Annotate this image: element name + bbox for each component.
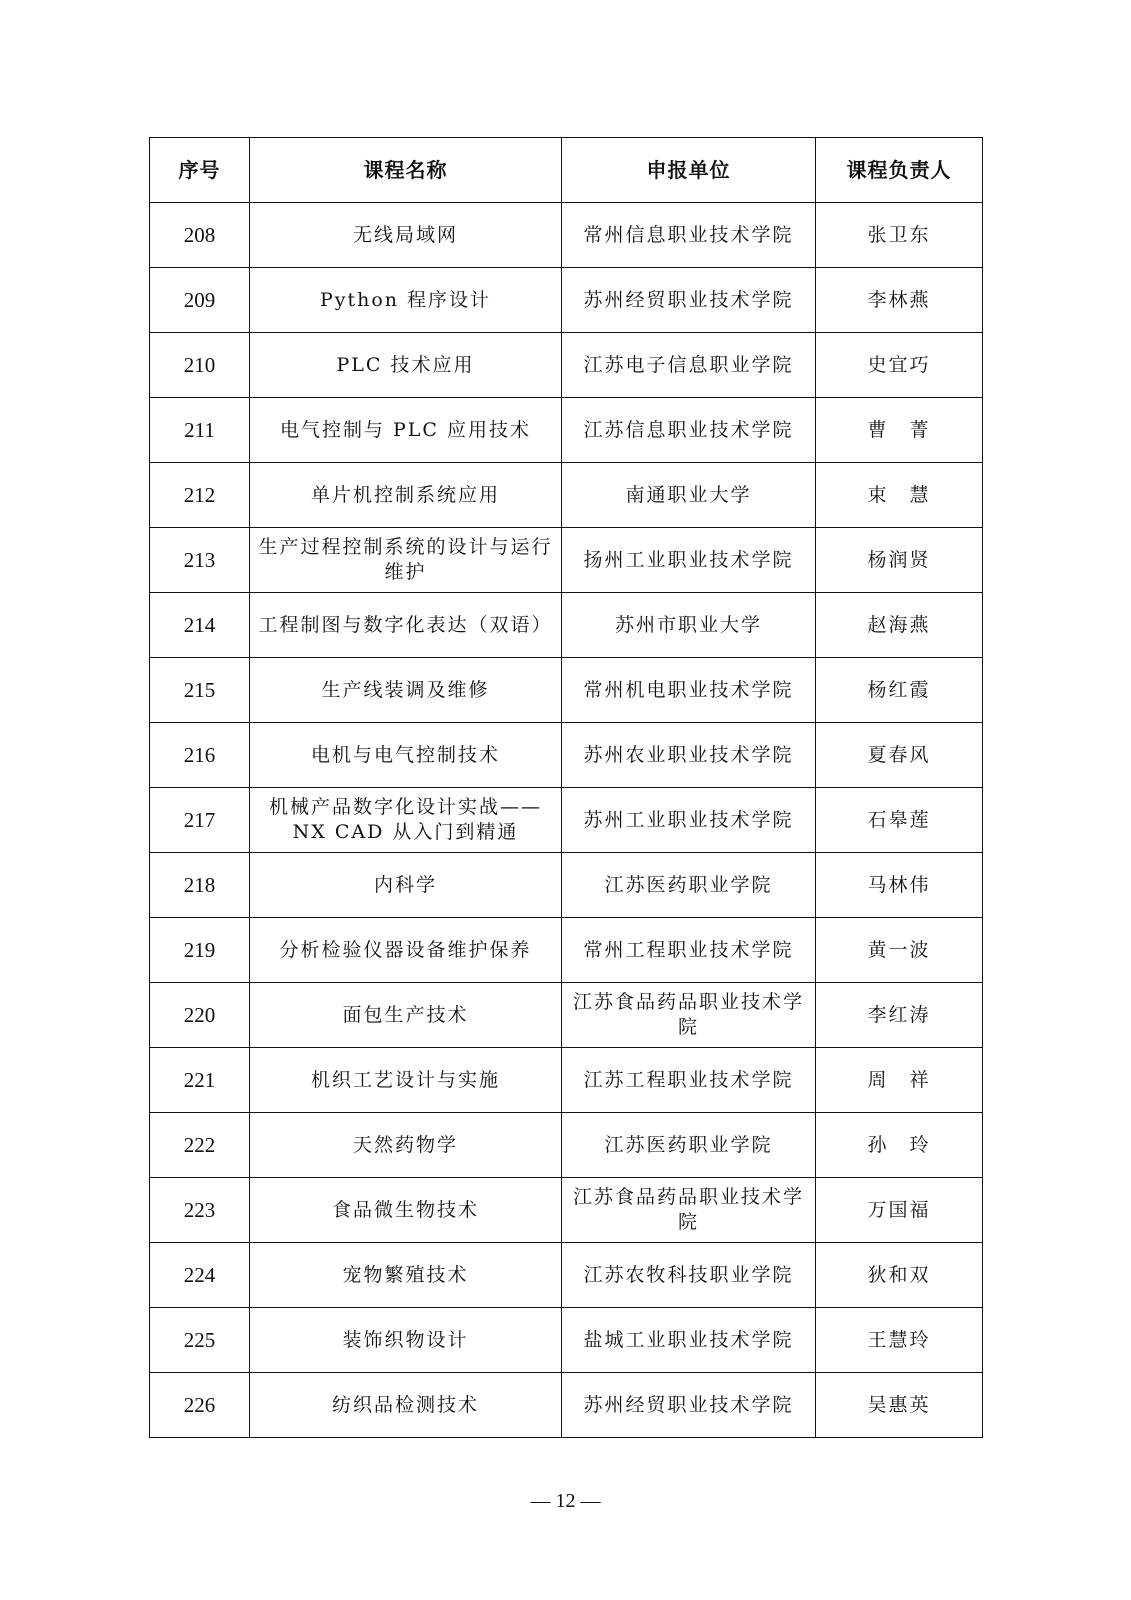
table-row	[150, 1178, 983, 1243]
cell-no: 211	[150, 398, 250, 463]
cell-unit: 盐城工业职业技术学院	[562, 1308, 816, 1373]
cell-lead: 孙 玲	[816, 1113, 983, 1178]
cell-unit: 常州机电职业技术学院	[562, 658, 816, 723]
cell-unit: 南通职业大学	[562, 463, 816, 528]
table-row	[150, 528, 983, 593]
cell-course-name: 分析检验仪器设备维护保养	[250, 918, 562, 983]
cell-unit: 苏州经贸职业技术学院	[562, 268, 816, 333]
table-row	[150, 1373, 983, 1438]
cell-unit: 扬州工业职业技术学院	[562, 528, 816, 593]
cell-lead: 李红涛	[816, 983, 983, 1048]
cell-course-name: 单片机控制系统应用	[250, 463, 562, 528]
cell-course-name: 生产过程控制系统的设计与运行维护	[250, 528, 562, 593]
table-row	[150, 398, 983, 463]
table-row	[150, 658, 983, 723]
cell-unit: 江苏医药职业学院	[562, 853, 816, 918]
cell-course-name: PLC 技术应用	[250, 333, 562, 398]
cell-unit: 江苏医药职业学院	[562, 1113, 816, 1178]
cell-course-name: 机械产品数字化设计实战——NX CAD 从入门到精通	[250, 788, 562, 853]
cell-lead: 狄和双	[816, 1243, 983, 1308]
table-row	[150, 918, 983, 983]
cell-unit: 江苏工程职业技术学院	[562, 1048, 816, 1113]
header-course-name: 课程名称	[250, 138, 562, 203]
cell-no: 224	[150, 1243, 250, 1308]
cell-unit: 常州工程职业技术学院	[562, 918, 816, 983]
cell-lead: 史宜巧	[816, 333, 983, 398]
cell-no: 219	[150, 918, 250, 983]
cell-no: 213	[150, 528, 250, 593]
cell-course-name: 纺织品检测技术	[250, 1373, 562, 1438]
cell-unit: 江苏信息职业技术学院	[562, 398, 816, 463]
cell-unit: 苏州农业职业技术学院	[562, 723, 816, 788]
cell-unit: 江苏电子信息职业学院	[562, 333, 816, 398]
table-row	[150, 1308, 983, 1373]
cell-lead: 曹 菁	[816, 398, 983, 463]
table-row	[150, 1048, 983, 1113]
cell-lead: 万国福	[816, 1178, 983, 1243]
cell-unit: 苏州市职业大学	[562, 593, 816, 658]
cell-no: 208	[150, 203, 250, 268]
cell-course-name: 电气控制与 PLC 应用技术	[250, 398, 562, 463]
cell-no: 215	[150, 658, 250, 723]
cell-no: 220	[150, 983, 250, 1048]
table-row	[150, 1243, 983, 1308]
header-lead: 课程负责人	[816, 138, 983, 203]
header-unit: 申报单位	[562, 138, 816, 203]
cell-course-name: 装饰织物设计	[250, 1308, 562, 1373]
cell-no: 212	[150, 463, 250, 528]
cell-no: 223	[150, 1178, 250, 1243]
cell-lead: 李林燕	[816, 268, 983, 333]
cell-unit: 江苏食品药品职业技术学院	[562, 983, 816, 1048]
cell-no: 216	[150, 723, 250, 788]
cell-no: 210	[150, 333, 250, 398]
cell-lead: 杨红霞	[816, 658, 983, 723]
cell-unit: 江苏食品药品职业技术学院	[562, 1178, 816, 1243]
page-number: — 12 —	[530, 1490, 601, 1512]
cell-unit: 苏州经贸职业技术学院	[562, 1373, 816, 1438]
cell-no: 217	[150, 788, 250, 853]
cell-no: 221	[150, 1048, 250, 1113]
table-row	[150, 853, 983, 918]
cell-lead: 吴惠英	[816, 1373, 983, 1438]
table-row	[150, 463, 983, 528]
cell-lead: 马林伟	[816, 853, 983, 918]
cell-no: 226	[150, 1373, 250, 1438]
table-row	[150, 983, 983, 1048]
cell-lead: 石皋莲	[816, 788, 983, 853]
cell-lead: 周 祥	[816, 1048, 983, 1113]
cell-no: 222	[150, 1113, 250, 1178]
table-row	[150, 203, 983, 268]
cell-course-name: 内科学	[250, 853, 562, 918]
cell-no: 214	[150, 593, 250, 658]
table-row	[150, 1113, 983, 1178]
cell-unit: 苏州工业职业技术学院	[562, 788, 816, 853]
cell-course-name: 天然药物学	[250, 1113, 562, 1178]
table-row	[150, 333, 983, 398]
cell-lead: 夏春风	[816, 723, 983, 788]
cell-course-name: 生产线装调及维修	[250, 658, 562, 723]
cell-lead: 束 慧	[816, 463, 983, 528]
cell-no: 209	[150, 268, 250, 333]
cell-lead: 张卫东	[816, 203, 983, 268]
table-row	[150, 593, 983, 658]
cell-course-name: Python 程序设计	[250, 268, 562, 333]
cell-no: 225	[150, 1308, 250, 1373]
course-table	[149, 137, 983, 1438]
table-header-row	[150, 138, 983, 203]
cell-no: 218	[150, 853, 250, 918]
cell-lead: 黄一波	[816, 918, 983, 983]
table-row	[150, 268, 983, 333]
header-no: 序号	[150, 138, 250, 203]
cell-course-name: 机织工艺设计与实施	[250, 1048, 562, 1113]
cell-course-name: 宠物繁殖技术	[250, 1243, 562, 1308]
cell-lead: 王慧玲	[816, 1308, 983, 1373]
cell-course-name: 面包生产技术	[250, 983, 562, 1048]
table-row	[150, 788, 983, 853]
table-body	[150, 203, 983, 1438]
table-row	[150, 723, 983, 788]
cell-course-name: 食品微生物技术	[250, 1178, 562, 1243]
cell-course-name: 无线局域网	[250, 203, 562, 268]
cell-course-name: 电机与电气控制技术	[250, 723, 562, 788]
cell-unit: 江苏农牧科技职业学院	[562, 1243, 816, 1308]
cell-lead: 杨润贤	[816, 528, 983, 593]
cell-unit: 常州信息职业技术学院	[562, 203, 816, 268]
cell-course-name: 工程制图与数字化表达（双语）	[250, 593, 562, 658]
cell-lead: 赵海燕	[816, 593, 983, 658]
